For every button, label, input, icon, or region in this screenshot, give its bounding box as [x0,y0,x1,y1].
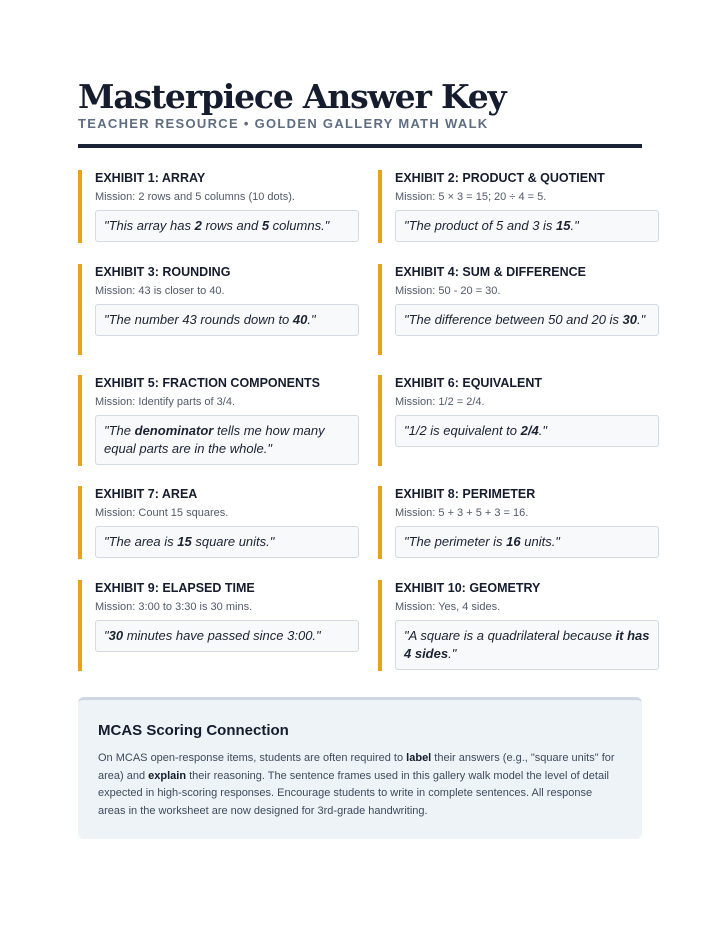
exhibit-card [95,170,359,242]
answer-text: "1/2 is equivalent to [404,423,521,438]
answer-text: ." [307,312,316,327]
exhibit-title: EXHIBIT 4: SUM & DIFFERENCE [395,265,586,279]
answer-text: ." [448,646,457,661]
exhibit-mission: Mission: 5 × 3 = 15; 20 ÷ 4 = 5. [395,191,547,203]
exhibit-card [395,580,659,670]
exhibit-mission: Mission: 2 rows and 5 columns (10 dots). [95,191,295,203]
exhibit-title: EXHIBIT 3: ROUNDING [95,265,231,279]
exhibit-title: EXHIBIT 2: PRODUCT & QUOTIENT [395,171,605,185]
answer-emphasis: 30 [108,628,124,643]
mcas-body-text: On MCAS open-response items, students are often required to [98,752,407,764]
exhibit-mission: Mission: Yes, 4 sides. [395,601,501,613]
mcas-title: MCAS Scoring Connection [98,722,289,739]
exhibit-card [95,486,359,558]
page-title: Masterpiece Answer Key [78,77,506,116]
exhibit-accent-bar [378,486,382,559]
exhibit-accent-bar [78,170,82,243]
answer-text: ." [637,312,646,327]
exhibit-answer [395,210,659,242]
answer-text: square units." [191,534,275,549]
exhibit-card [395,264,659,336]
exhibit-answer [395,620,659,670]
exhibit-answer [95,415,359,465]
answer-emphasis: 40 [292,312,308,327]
answer-text: units." [520,534,560,549]
exhibit-card [395,170,659,242]
answer-text: "This array has [104,218,195,233]
exhibit-mission: Mission: 50 - 20 = 30. [395,285,501,297]
answer-text: "The [104,423,135,438]
answer-text: "A square is a quadrilateral because [404,628,616,643]
mcas-body-emphasis: label [406,752,432,764]
exhibit-card [395,486,659,558]
answer-text: rows and [201,218,262,233]
exhibit-accent-bar [78,486,82,559]
answer-text: tells me how many equal parts are in the whole." [104,423,325,456]
exhibit-accent-bar [378,375,382,466]
mcas-body-text: their answers (e.g., "square units" for area) and [98,752,615,782]
exhibit-accent-bar [78,580,82,671]
exhibit-mission: Mission: Identify parts of 3/4. [95,396,236,408]
answer-text: minutes have passed since 3:00." [123,628,321,643]
mcas-body-emphasis: explain [148,769,187,782]
answer-text: " [104,628,109,643]
exhibit-mission: Mission: 3:00 to 3:30 is 30 mins. [95,601,253,613]
answer-text: "The difference between 50 and 20 is [404,312,623,327]
answer-text: "The number 43 rounds down to [104,312,293,327]
answer-text: "The area is [104,534,178,549]
answer-emphasis: 2/4 [520,423,539,438]
answer-text: ." [538,423,547,438]
mcas-body [98,750,622,820]
answer-text: ." [570,218,579,233]
exhibit-accent-bar [378,580,382,671]
answer-emphasis: denominator [134,423,214,438]
exhibit-mission: Mission: 5 + 3 + 5 + 3 = 16. [395,507,529,519]
exhibit-mission: Mission: 1/2 = 2/4. [395,396,485,408]
answer-text: "The product of 5 and 3 is [404,218,557,233]
header [78,78,642,131]
page-subtitle: TEACHER RESOURCE • GOLDEN GALLERY MATH WALK [78,116,489,131]
exhibit-accent-bar [378,170,382,243]
exhibit-answer [395,415,659,447]
exhibit-mission: Mission: 43 is closer to 40. [95,285,225,297]
exhibit-card [95,375,359,465]
exhibit-title: EXHIBIT 8: PERIMETER [395,487,536,501]
mcas-callout [78,697,642,839]
exhibit-card [95,264,359,336]
answer-emphasis: 30 [622,312,638,327]
header-divider [78,144,642,148]
exhibit-title: EXHIBIT 9: ELAPSED TIME [95,581,255,595]
answer-text: "The perimeter is [404,534,507,549]
exhibit-answer [95,210,359,242]
answer-emphasis: 16 [506,534,521,549]
exhibit-title: EXHIBIT 6: EQUIVALENT [395,376,543,390]
exhibit-title: EXHIBIT 1: ARRAY [95,171,206,185]
exhibit-card [395,375,659,447]
mcas-body-text: their reasoning. The sentence frames used in this gallery walk model the level of detail expected in high-scoring responses. Encourage students to write in complete sentences. All response areas in the worksheet are now designed for 3rd-grade handwriting. [98,769,609,817]
answer-text: columns." [269,218,330,233]
answer-emphasis: it has 4 sides [404,628,650,661]
answer-emphasis: 15 [556,218,571,233]
exhibit-title: EXHIBIT 10: GEOMETRY [395,581,541,595]
exhibit-answer [395,526,659,558]
exhibit-accent-bar [78,264,82,355]
exhibit-title: EXHIBIT 5: FRACTION COMPONENTS [95,376,321,390]
exhibit-mission: Mission: Count 15 squares. [95,507,229,519]
exhibit-answer [95,304,359,336]
answer-emphasis: 2 [194,218,202,233]
answer-emphasis: 15 [177,534,192,549]
answer-emphasis: 5 [261,218,270,233]
exhibit-answer [95,526,359,558]
exhibit-title: EXHIBIT 7: AREA [95,487,198,501]
exhibit-answer [395,304,659,336]
exhibit-answer [95,620,359,652]
exhibit-accent-bar [78,375,82,466]
exhibit-card [95,580,359,652]
exhibit-accent-bar [378,264,382,355]
